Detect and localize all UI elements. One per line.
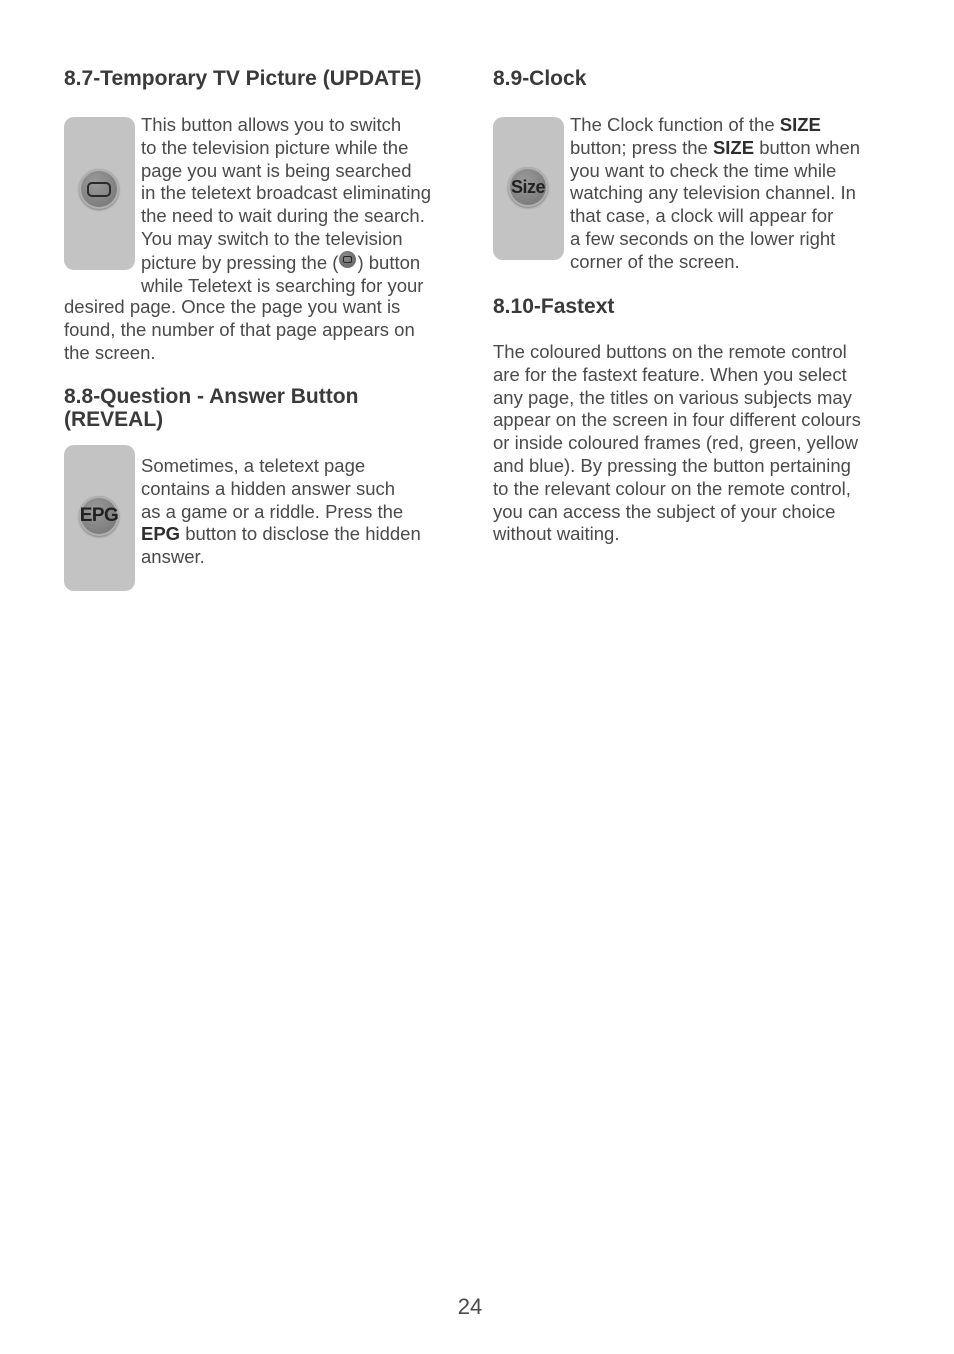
text-line: to the relevant colour on the remote control, [493, 477, 851, 499]
text-line: or inside coloured frames (red, green, yellow [493, 432, 859, 454]
text-line: watching any television channel. In [570, 182, 856, 204]
text-fragment: button to disclose the hidden [180, 523, 421, 545]
text-line: that case, a clock will appear for [570, 205, 834, 227]
text-line [570, 137, 860, 160]
text-line: page you want is being searched [141, 159, 412, 181]
text-fragment: button; press the [570, 136, 713, 158]
reveal-button-panel [64, 445, 135, 591]
text-line: appear on the screen in four different colours [493, 409, 861, 431]
text-line: to the television picture while the [141, 136, 409, 158]
text-line: The coloured buttons on the remote control [493, 341, 847, 362]
section-8-7-wrapped-text [141, 114, 431, 297]
section-8-8-heading [64, 385, 358, 431]
update-button-panel [64, 117, 135, 270]
page-number: 24 [457, 1294, 483, 1319]
text-fragment: button when [754, 136, 861, 158]
text-line: the need to wait during the search. [141, 205, 425, 227]
text-line [141, 523, 421, 546]
section-8-7-heading: 8.7-Temporary TV Picture (UPDATE) [64, 67, 422, 90]
section-8-8-text [141, 455, 421, 569]
update-button [79, 169, 119, 209]
text-fragment: picture by pressing the ( [141, 251, 339, 273]
text-line: are for the fastext feature. When you select [493, 363, 847, 385]
text-line: as a game or a riddle. Press the [141, 500, 404, 522]
bold-term: SIZE [779, 114, 821, 135]
text-line: answer. [141, 546, 205, 568]
text-line: found, the number of that page appears on [64, 318, 415, 340]
size-button: Size [508, 167, 548, 207]
section-8-7-full-text [64, 296, 415, 364]
tv-picture-inline-icon [339, 251, 356, 268]
text-line: desired page. Once the page you want is [64, 296, 401, 317]
text-line: contains a hidden answer such [141, 477, 396, 499]
text-line: Sometimes, a teletext page [141, 455, 366, 476]
epg-button: EPG [79, 496, 119, 536]
text-fragment: ) button [357, 251, 421, 273]
text-line [570, 114, 860, 137]
text-line: and blue). By pressing the button pertaining [493, 454, 851, 476]
text-line: you can access the subject of your choice [493, 500, 836, 522]
tv-picture-icon [87, 182, 111, 197]
text-line: You may switch to the television [141, 227, 403, 249]
bold-term: EPG [141, 523, 181, 545]
heading-line: (REVEAL) [64, 408, 164, 431]
text-line: a few seconds on the lower right [570, 227, 836, 249]
text-fragment: The Clock function of the [570, 114, 780, 135]
section-8-9-text [570, 114, 860, 274]
text-line: while Teletext is searching for your [141, 274, 424, 296]
text-line: in the teletext broadcast eliminating [141, 182, 432, 204]
heading-line: 8.8-Question - Answer Button [64, 385, 359, 408]
clock-button-panel [493, 117, 564, 260]
text-line: This button allows you to switch [141, 114, 402, 135]
text-line: without waiting. [493, 523, 620, 545]
bold-term: SIZE [712, 136, 755, 158]
section-8-9-heading: 8.9-Clock [493, 67, 587, 90]
text-line: corner of the screen. [570, 250, 740, 272]
text-line: you want to check the time while [570, 159, 837, 181]
section-8-10-text [493, 341, 861, 546]
text-line: any page, the titles on various subjects may [493, 386, 852, 408]
text-line-with-icon [141, 251, 431, 275]
section-8-10-heading: 8.10-Fastext [493, 295, 615, 318]
text-line: the screen. [64, 341, 156, 363]
